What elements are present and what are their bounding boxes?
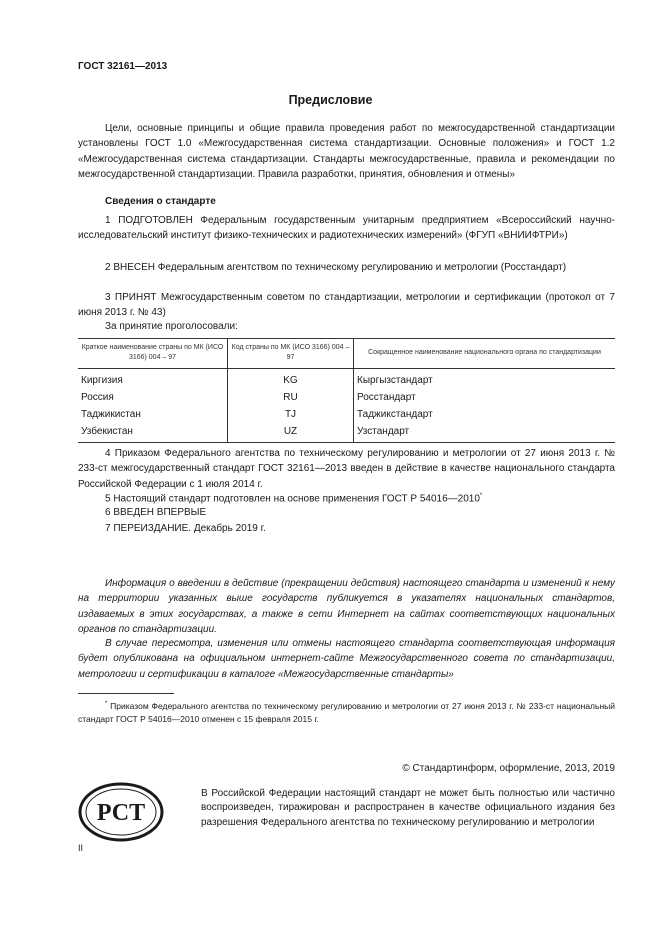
col-header-code: Код страны по МК (ИСО 3166) 004 – 97 — [228, 339, 354, 369]
cell-country: Россия — [81, 392, 114, 403]
footnote-divider — [78, 693, 174, 694]
doc-code-header: ГОСТ 32161—2013 — [78, 61, 168, 72]
preface-title: Предисловие — [288, 93, 373, 107]
footnote-ref: * — [479, 493, 483, 499]
cell-org: Узстандарт — [354, 424, 616, 443]
table-row — [78, 369, 615, 391]
footnote-text: Приказом Федерального агентства по техническому регулированию и метрологии от 27 июня 2013 г. № 233-ст национальный стандарт ГОСТ Р 54016—2010 отменен с 15 февраля 2015 г. — [78, 700, 615, 724]
copyright-notice: В Российской Федерации настоящий стандарт не может быть полностью или частично воспроизведен, тиражирован и распространен в качестве официального издания без разрешения Федерального агентства по техническому регулированию и метрологии — [201, 788, 615, 828]
cell-code: KG — [228, 369, 354, 391]
table-row — [78, 407, 615, 424]
col-header-org: Сокращенное наименование национального органа по стандартизации — [354, 339, 616, 369]
cell-code: UZ — [228, 424, 354, 443]
vote-intro: За принятие проголосовали: — [105, 321, 238, 332]
item-4: 4 Приказом Федерального агентства по техническому регулированию и метрологии от 27 июня 2013 г. № 233-ст межгосударственный стандарт ГОСТ 32161—2013 введен в действие в качестве национального стандарта Российской Федерации с 1 июля 2014 г. — [78, 448, 615, 490]
info-paragraph-1: Информация о введении в действие (прекращении действия) настоящего стандарта и изменений к нему на территории указанных выше государств публикуется в указателях национальных стандартов, издаваемых в этих государствах, а также в сети Интернет на сайтах соответствующих национальных органов по стандартизации. — [78, 578, 615, 636]
footnote — [78, 698, 615, 726]
footnote-mark: * — [105, 701, 108, 707]
logo-text: РСТ — [96, 800, 146, 826]
cell-country: Киргизия — [81, 375, 123, 386]
item-1: 1 ПОДГОТОВЛЕН Федеральным государственным унитарным предприятием «Всероссийский научно-исследовательский институт физико-технических и радиотехнических измерений» (ФГУП «ВНИИФТРИ») — [78, 215, 615, 242]
info-paragraph-2: В случае пересмотра, изменения или отмены настоящего стандарта соответствующая информация будет опубликована на официальном интернет-сайте Межгосударственного совета по стандартизации, метрологии и сертификации в каталоге «Межгосударственные стандарты» — [78, 638, 615, 680]
cell-org: Росстандарт — [354, 390, 616, 407]
cell-org: Таджикстандарт — [354, 407, 616, 424]
item-2: 2 ВНЕСЕН Федеральным агентством по техническому регулированию и метрологии (Росстандарт) — [105, 262, 567, 273]
vote-table — [78, 338, 615, 443]
item-5-text: 5 Настоящий стандарт подготовлен на основе применения ГОСТ Р 54016—2010 — [105, 493, 480, 505]
item-7: 7 ПЕРЕИЗДАНИЕ. Декабрь 2019 г. — [105, 523, 266, 534]
cell-org: Кыргызстандарт — [354, 369, 616, 391]
preface-intro: Цели, основные принципы и общие правила проведения работ по межгосударственной стандартизации установлены ГОСТ 1.0 «Межгосударственная система стандартизации. Основные положения» и ГОСТ 1.2 «Межгосударственная система стандартизации. Стандарты межгосударственные, правила и рекомендации по межгосударственной стандартизации. Правила разработки, принятия, обновления и отмены» — [78, 123, 615, 181]
item-3: 3 ПРИНЯТ Межгосударственным советом по стандартизации, метрологии и сертификации (протокол от 7 июня 2013 г. № 43) — [78, 292, 615, 319]
page-number: II — [78, 843, 84, 853]
item-6: 6 ВВЕДЕН ВПЕРВЫЕ — [105, 507, 207, 518]
table-row — [78, 390, 615, 407]
table-row — [78, 424, 615, 443]
copyright: © Стандартинформ, оформление, 2013, 2019 — [402, 763, 615, 774]
cell-code: TJ — [228, 407, 354, 424]
cell-code: RU — [228, 390, 354, 407]
cell-country: Таджикистан — [81, 409, 141, 420]
section-subtitle: Сведения о стандарте — [105, 196, 216, 207]
col-header-country: Краткое наименование страны по МК (ИСО 3166) 004 – 97 — [78, 339, 228, 369]
cell-country: Узбекистан — [78, 424, 228, 443]
rst-logo-icon — [78, 782, 164, 842]
